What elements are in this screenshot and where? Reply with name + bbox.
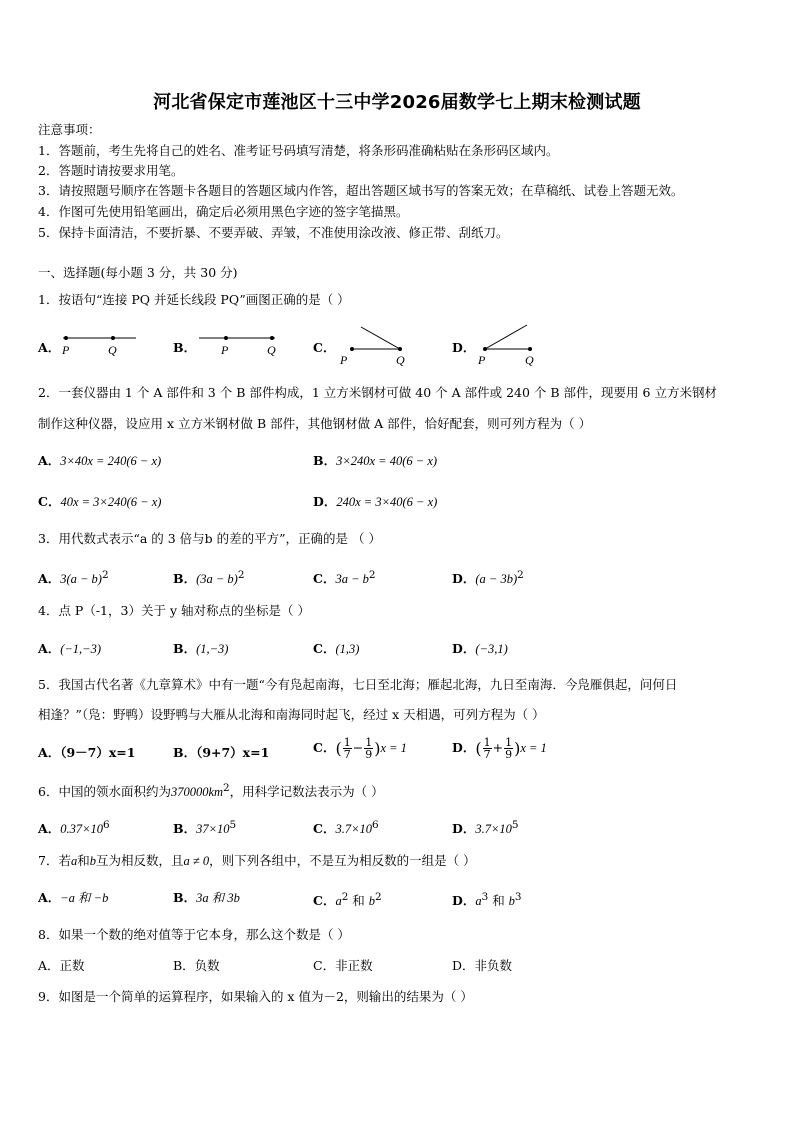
q2-option-b-label: B． [313,453,337,468]
q6-option-a: A．$0.37\times 10^6$ [38,819,110,837]
notice-item-4: 4．作图可先使用铅笔画出，确定后必须用黑色字迹的签字笔描黑。 [38,204,409,219]
q3-option-a-label: A． [38,571,61,587]
q4-option-b-label: B． [173,641,197,656]
q7-option-c: C．$a^2$ 和 $b^2$ [313,891,382,909]
q3-option-a-sup: 2 [101,569,109,581]
q8-option-c: C．非正数 [313,958,373,973]
q4-option-d [452,640,508,658]
q1-a-point-p [64,336,68,340]
q2-option-c-label: C． [38,494,61,509]
q3-option-b-sup: 2 [237,569,245,581]
q5-option-a: A．（9－7）x=1 [38,745,136,760]
q4-option-c-expr: (1,3) [335,642,360,656]
q3-option-c-label: C． [313,571,336,587]
q3-option-c [313,567,376,588]
q1-option-d-figure [472,320,552,368]
q7-option-a: A．−a 和 −b [38,890,109,905]
q2-option-b [313,452,437,470]
q1-option-c-figure [333,320,413,368]
q2-option-d-label: D． [313,494,337,509]
q1-d-point-p [483,347,487,351]
q1-option-d-label: D． [452,340,476,355]
q1-b-label-q: Q [267,343,276,357]
q1-d-label-q: Q [525,353,534,367]
q3-option-b [173,567,244,588]
q6-option-b: B．$37\times 10^5$ [173,819,237,837]
section-heading: 一、选择题(每小题 3 分，共 30 分) [38,265,238,280]
q5-c-frac-1: $\frac{1}{7}$ [343,736,351,761]
q3-option-d [452,567,524,588]
q1-stem: 1．按语句“连接 PQ 并延长线段 PQ”画图正确的是（ ） [38,292,350,307]
q5-stem-line-1: 5．我国古代名著《九章算术》中有一题“今有凫起南海，七日至北海；雁起北海，九日至南海．今凫雁俱起，问何日 [38,677,678,692]
q5-option-d-label: D． [452,740,476,755]
q1-b-point-q [270,336,274,340]
q4-option-b-expr: (1,−3) [196,642,229,656]
q1-d-point-q [528,347,532,351]
q1-option-a-label: A． [38,340,61,355]
q5-option-d: D．( $\frac{1}{7}$ + $\frac{1}{9}$ )x = 1 [452,736,547,761]
q5-c-frac-2: $\frac{1}{9}$ [365,736,373,761]
q2-option-a-expr: 3×40x = 240(6 − x) [60,454,162,468]
q4-option-d-expr: (−3,1) [475,642,508,656]
q6-option-d: D．$3.7\times 10^5$ [452,819,519,837]
notice-item-2: 2．答题时请按要求用笔。 [38,163,184,178]
q1-c-point-q [398,347,402,351]
q4-option-a-label: A． [38,641,61,656]
q3-option-d-expr: (a − 3b) [475,572,518,587]
q4-option-b [173,640,228,658]
q4-option-a [38,640,101,658]
q1-option-a-figure [58,325,142,361]
notice-item-3: 3．请按照题号顺序在答题卡各题目的答题区域内作答，超出答题区域书写的答案无效；在草稿纸、试卷上答题无效。 [38,183,684,198]
q2-stem-line-1: 2．一套仪器由 1 个 A 部件和 3 个 B 部件构成，1 立方米钢材可做 40 个 A 部件或 240 个 B 部件，现要用 6 立方米钢材 [38,385,717,400]
q4-stem: 4．点 P（-1，3）关于 y 轴对称点的坐标是（ ） [38,603,310,618]
q3-option-c-expr: 3a − b [335,572,369,587]
q7-option-d: D．$a^3$ 和 $b^3$ [452,891,522,909]
q2-option-c [38,493,161,511]
q6-option-c: C．$3.7\times 10^6$ [313,819,379,837]
q8-option-a: A．正数 [38,958,85,973]
q8-option-d: D．非负数 [452,958,513,973]
q3-option-b-expr: (3a − b) [196,572,238,587]
q5-option-c: C．( $\frac{1}{7}$ − $\frac{1}{9}$ )x = 1 [313,736,407,761]
q1-option-b-label: B． [173,340,197,355]
q5-stem-line-2: 相逢？”（凫：野鸭）设野鸭与大雁从北海和南海同时起飞，经过 x 天相遇，可列方程为（ ） [38,707,545,722]
q2-option-d-expr: 240x = 3×40(6 − x) [336,495,438,509]
q9-stem: 9．如图是一个简单的运算程序，如果输入的 x 值为－2，则输出的结果为（ ） [38,989,473,1004]
page-title: 河北省保定市莲池区十三中学2026届数学七上期末检测试题 [153,92,641,113]
q1-d-label-p: P [478,353,486,367]
q1-a-label-p: P [62,343,70,357]
q2-option-b-expr: 3×240x = 40(6 − x) [336,454,438,468]
q3-option-b-label: B． [173,571,197,587]
q2-option-c-expr: 40x = 3×240(6 − x) [60,495,162,509]
notice-heading: 注意事项： [38,122,101,137]
q3-option-a [38,567,109,588]
q1-d-ray [485,325,527,349]
q2-option-a [38,452,161,470]
q6-stem-value: 370000km [170,785,224,800]
q3-option-d-label: D． [452,571,476,587]
q4-option-d-label: D． [452,641,476,656]
q4-option-c-label: C． [313,641,336,656]
q2-option-a-label: A． [38,453,61,468]
q4-option-c [313,640,359,658]
q1-a-point-q [111,336,115,340]
q7-stem: 7．若a和b互为相反数，且a ≠ 0，则下列各组中，不是互为相反数的一组是（ ） [38,853,476,868]
notice-item-1: 1．答题前，考生先将自己的姓名、准考证号码填写清楚，将条形码准确粘贴在条形码区域内。 [38,143,559,158]
q3-option-d-sup: 2 [517,569,524,581]
q1-option-b-figure [193,325,283,361]
q7-option-b: B．3a 和 3b [173,890,240,905]
q3-stem: 3．用代数式表示“a 的 3 倍与b 的差的平方”，正确的是 （ ） [38,531,381,546]
q8-stem: 8．如果一个数的绝对值等于它本身，那么这个数是（ ） [38,927,350,942]
q3-option-a-expr: 3(a − b) [60,572,102,587]
q1-a-label-q: Q [108,343,117,357]
q5-option-c-label: C． [313,740,336,755]
q6-stem: 6．中国的领水面积约为$370000km^2$，用科学记数法表示为（ ） [38,782,384,800]
q5-d-frac-1: $\frac{1}{7}$ [483,736,491,761]
q1-c-label-p: P [340,353,348,367]
q1-c-ray [361,327,400,349]
q3-option-c-sup: 2 [368,569,376,581]
q8-option-b: B．负数 [173,958,220,973]
q2-option-d [313,493,437,511]
q5-d-frac-2: $\frac{1}{9}$ [505,736,513,761]
q1-c-point-p [350,347,354,351]
notice-item-5: 5．保持卡面清洁，不要折暴、不要弄破、弄皱，不准使用涂改液、修正带、刮纸刀。 [38,225,509,240]
q5-option-b: B．（9+7）x=1 [173,745,270,760]
q1-option-c-label: C． [313,340,336,355]
q1-b-label-p: P [221,343,229,357]
q2-stem-line-2: 制作这种仪器，设应用 x 立方米钢材做 B 部件，其他钢材做 A 部件，恰好配套，则可列方程为（ ） [38,416,592,431]
q1-c-label-q: Q [396,353,405,367]
q4-option-a-expr: (−1,−3) [60,642,102,656]
q1-b-point-p [224,336,228,340]
